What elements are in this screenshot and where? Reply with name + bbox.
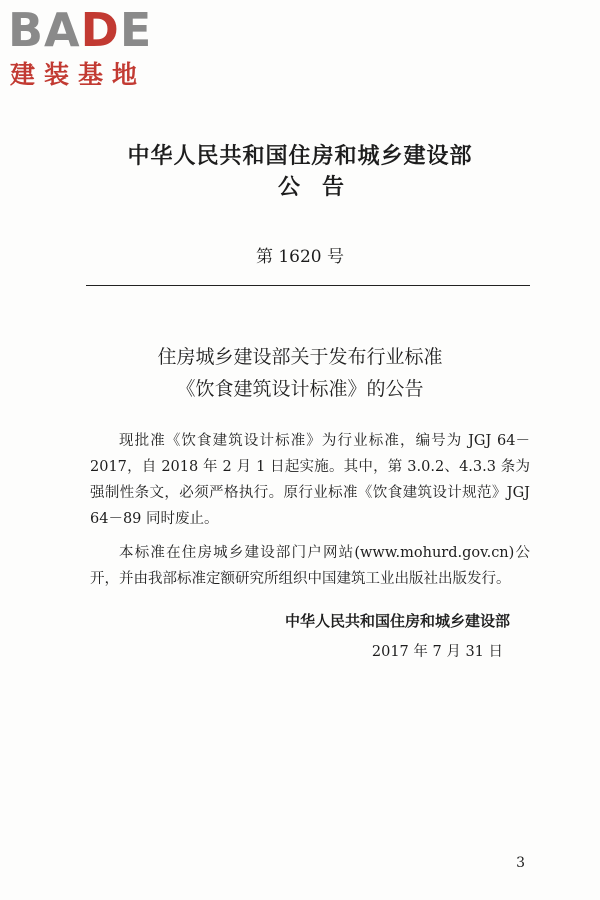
header-divider xyxy=(86,285,530,286)
page-number: 3 xyxy=(516,855,525,871)
body-paragraph-1-block xyxy=(90,428,530,532)
signature-date: 2017 年 7 月 31 日 xyxy=(371,644,503,660)
issuer-heading: 中华人民共和国住房和城乡建设部 xyxy=(127,144,473,169)
title-line-2: 《饮食建筑设计标准》的公告 xyxy=(176,378,424,400)
bade-logo xyxy=(6,4,181,94)
document-type: 公告 xyxy=(277,175,366,200)
body-paragraph-2: 本标准在住房城乡建设部门户网站(www.mohurd.gov.cn)公开，并由我部标准定额研究所组织中国建筑工业出版社出版发行。 xyxy=(90,545,530,587)
logo-wordmark xyxy=(8,4,152,56)
signature-organization: 中华人民共和国住房和城乡建设部 xyxy=(284,612,510,630)
logo-subtitle: 建装基地 xyxy=(10,60,147,89)
body-paragraph-2-block xyxy=(90,540,530,592)
logo-word-left: BA xyxy=(8,3,81,57)
logo-word-right: E xyxy=(119,3,153,57)
body-paragraph-1: 现批准《饮食建筑设计标准》为行业标准，编号为 JGJ 64－2017，自 2018 年 2 月 1 日起实施。其中，第 3.0.2、4.3.3 条为强制性条文，必须严格执行。原行业标准《饮食建筑设计规范》JGJ 64－89 同时废止。 xyxy=(90,433,530,527)
logo-word-accent: D xyxy=(80,3,120,57)
title-line-1: 住房城乡建设部关于发布行业标准 xyxy=(157,346,443,368)
document-number: 第 1620 号 xyxy=(255,247,345,267)
announcement-title xyxy=(0,341,600,405)
